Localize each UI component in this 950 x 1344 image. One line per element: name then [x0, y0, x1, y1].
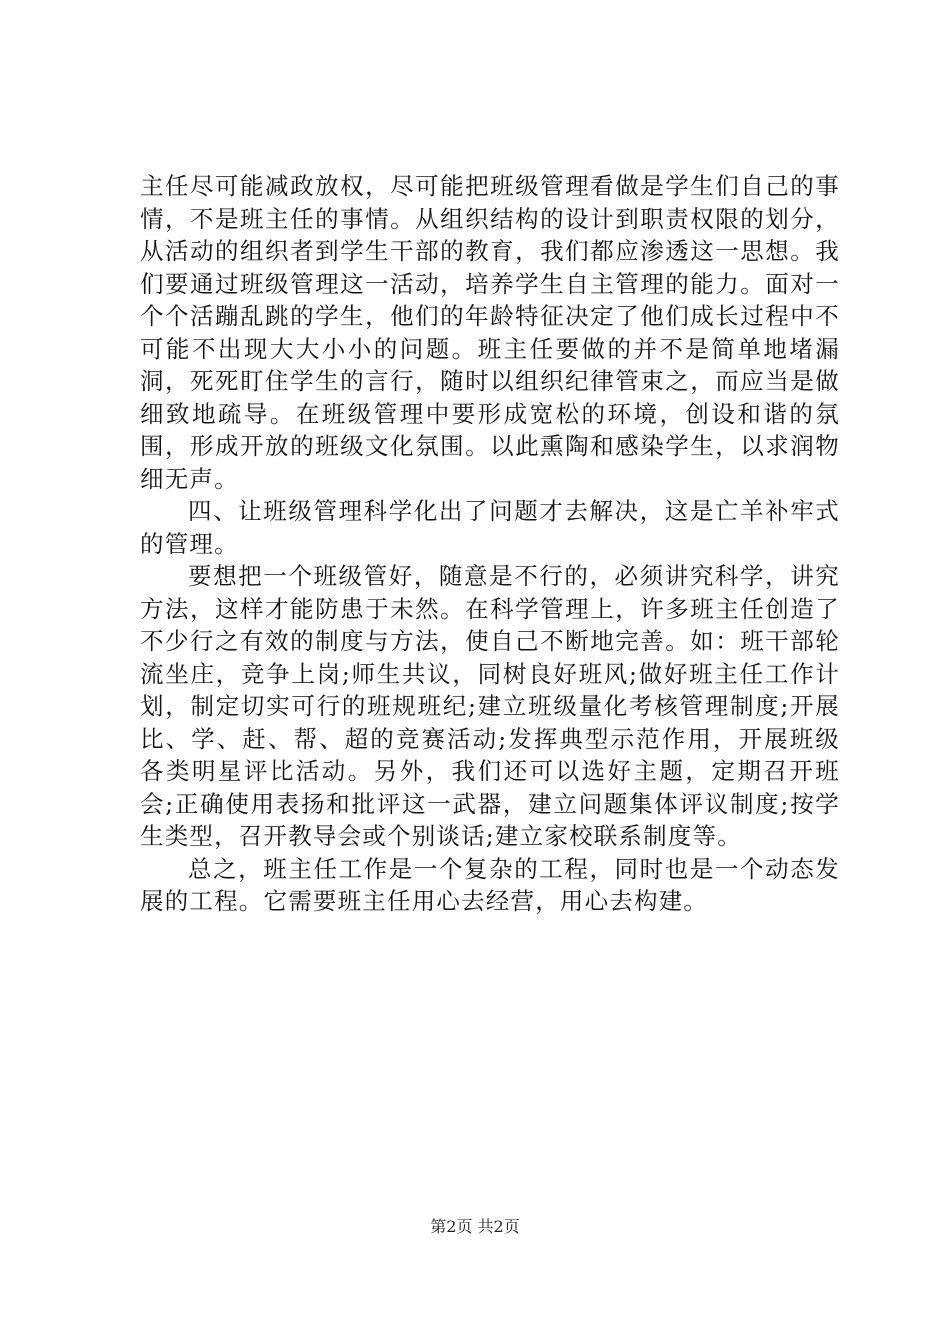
paragraph-scientific-management: 要想把一个班级管好，随意是不行的，必须讲究科学，讲究方法，这样才能防患于未然。在科学管理上，许多班主任创造了不少行之有效的制度与方法，使自己不断地完善。如：班干部轮流坐庄，竞争上岗;师生共议，同树良好班风;做好班主任工作计划，制定切实可行的班规班纪;建立班级量化考核管理制度;开展比、学、赶、帮、超的竞赛活动;发挥典型示范作用，开展班级各类明星评比活动。另外，我们还可以选好主题，定期召开班会;正确使用表扬和批评这一武器，建立问题集体评议制度;按学生类型，召开教导会或个别谈话;建立家校联系制度等。 [140, 562, 840, 850]
paragraph-conclusion: 总之，班主任工作是一个复杂的工程，同时也是一个动态发展的工程。它需要班主任用心去经营，用心去构建。 [140, 854, 840, 915]
paragraph-section-heading: 四、让班级管理科学化出了问题才去解决，这是亡羊补牢式的管理。 [140, 497, 840, 558]
paragraph-continuation: 主任尽可能减政放权，尽可能把班级管理看做是学生们自己的事情，不是班主任的事情。从组织结构的设计到职责权限的划分，从活动的组织者到学生干部的教育，我们都应渗透这一思想。我们要通过班级管理这一活动，培养学生自主管理的能力。面对一个个活蹦乱跳的学生，他们的年龄特征决定了他们成长过程中不可能不出现大大小小的问题。班主任要做的并不是简单地堵漏洞，死死盯住学生的言行，随时以组织纪律管束之，而应当是做细致地疏导。在班级管理中要形成宽松的环境，创设和谐的氛围，形成开放的班级文化氛围。以此熏陶和感染学生，以求润物细无声。 [140, 172, 840, 493]
page-number-footer: 第2页 共2页 [430, 1217, 520, 1236]
document-body [140, 170, 840, 918]
